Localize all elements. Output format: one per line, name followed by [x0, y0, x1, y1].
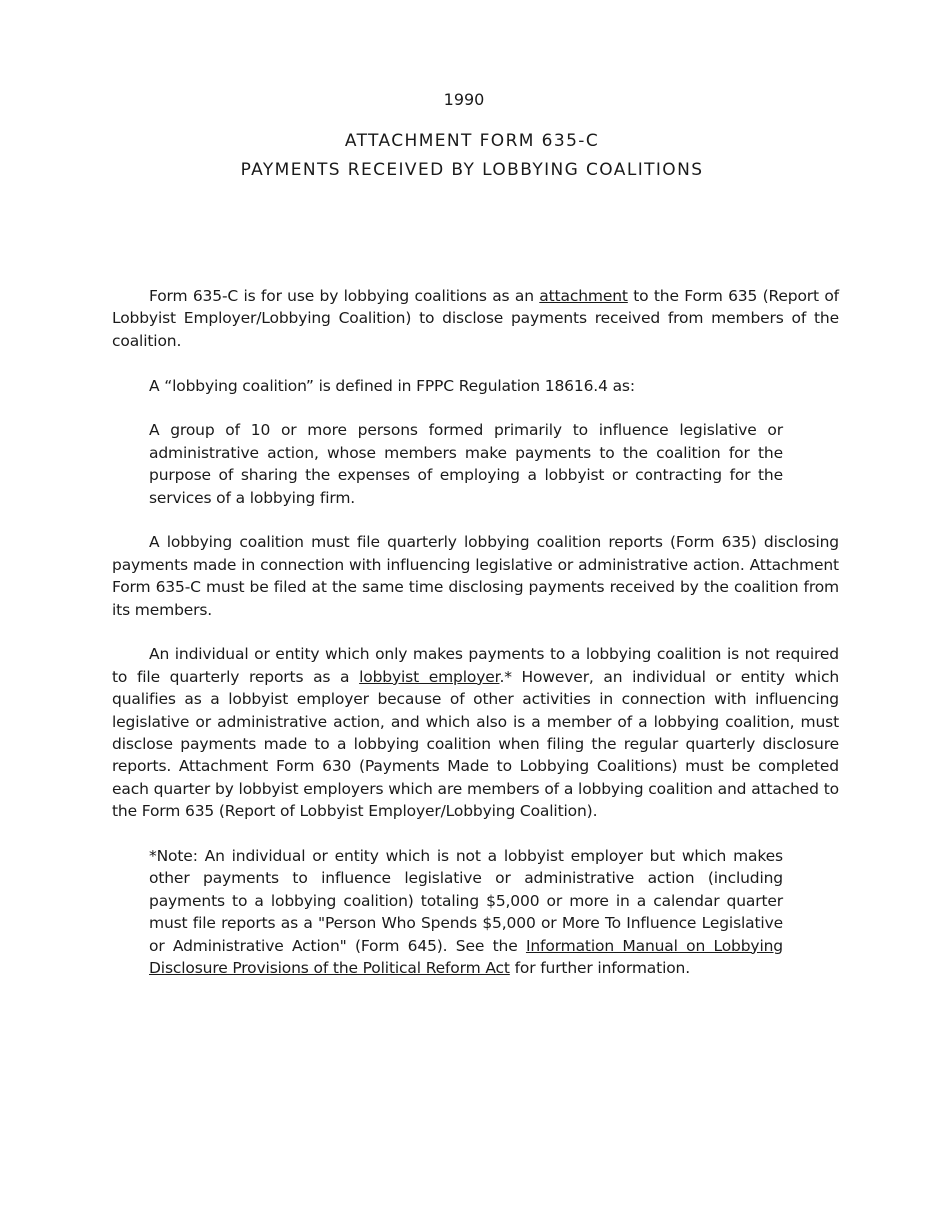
document-subtitle: PAYMENTS RECEIVED BY LOBBYING COALITIONS — [240, 160, 704, 180]
document-year: 1990 — [443, 90, 485, 109]
attachment-term: attachment — [539, 287, 628, 305]
paragraph-text: .* However, an individual or entity which qualifies as a lobbyist employer because of other activities in connection with influencing legislative or administrative action, and which also is a member of a lobbying coalition, must disclose payments made to a lobbying coalition when filing the regular quarterly disclosure reports. Attachment Form 630 (Payments Made to Lobbying Coalitions) must be completed each quarter by lobbyist employers which are members of a lobbying coalition and attached to the Form 635 (Report of Lobbyist Employer/Lobbying Coalition). — [112, 667, 839, 821]
paragraph-form-purpose — [112, 285, 839, 352]
paragraph-definition-intro: A “lobbying coalition” is defined in FPPC Regulation 18616.4 as: — [149, 376, 635, 395]
paragraph-text: An individual or entity which only makes payments to a lobbying coalition is not required to file quarterly reports as a — [112, 645, 839, 686]
definition-quote: A group of 10 or more persons formed primarily to influence legislative or administrative action, whose members make payments to the coalition for the purpose of sharing the expenses of employing a lobbyist or contracting for the services of a lobbying firm. — [149, 421, 783, 507]
information-manual-title: Information Manual on Lobbying Disclosure Provisions of the Political Reform Act — [149, 936, 783, 978]
paragraph-text: Form 635-C is for use by lobbying coalitions as an — [149, 287, 540, 305]
footnote — [149, 845, 783, 979]
paragraph-lobbyist-employer — [112, 643, 839, 822]
lobbyist-employer-term: lobbyist employer — [359, 667, 500, 686]
footnote-text: *Note: An individual or entity which is not a lobbyist employer but which makes other payments to influence legislative or administrative action (including payments to a lobbying coalition) totaling $5,000 or more in a calendar quarter must file reports as a "Person Who Spends $5,000 or More To Influence Legislative or Administrative Action" (Form 645). See the — [149, 847, 783, 955]
paragraph-filing-requirement: A lobbying coalition must file quarterly lobbying coalition reports (Form 635) disclosing payments made in connection with influencing legislative or administrative action. Attachment Form 635-C must be filed at the same time disclosing payments received by the coalition from its members. — [112, 533, 839, 619]
paragraph-text: to the Form 635 (Report of Lobbyist Employer/Lobbying Coalition) to disclose payments received from members of the coalition. — [112, 287, 839, 350]
footnote-text: for further information. — [509, 959, 691, 978]
document-body — [112, 285, 839, 1002]
document-title: ATTACHMENT FORM 635-C — [344, 131, 600, 151]
